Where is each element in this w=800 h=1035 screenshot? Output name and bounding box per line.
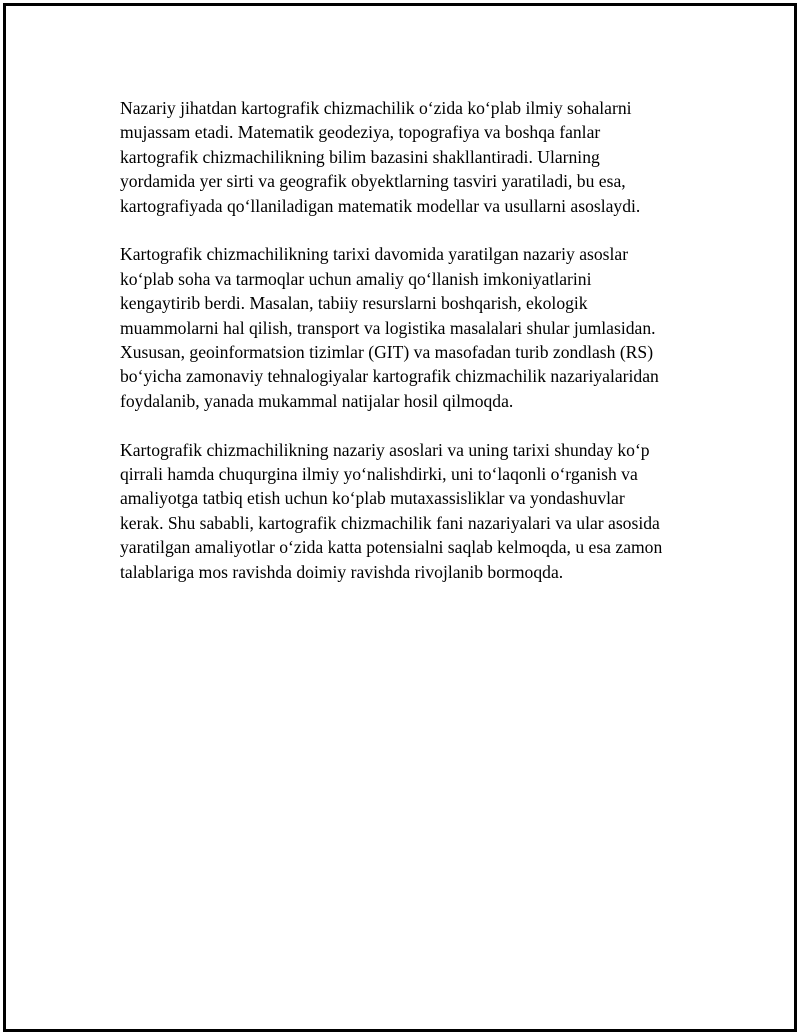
text-line: Kartografik chizmachilikning nazariy asoslari va uning tarixi shunday ko‘p [120,439,650,460]
text-line: kartografiyada qo‘llaniladigan matematik modellar va usullarni asoslaydi. [120,195,641,216]
text-line: muammolarni hal qilish, transport va logistika masalalari shular jumlasidan. [120,317,656,338]
text-line: foydalanib, yanada mukammal natijalar hosil qilmoqda. [120,390,514,411]
paragraph-3 [120,438,700,584]
document-page [3,3,797,1032]
text-line: talablariga mos ravishda doimiy ravishda rivojlanib bormoqda. [120,561,564,582]
text-line: mujassam etadi. Matematik geodeziya, topografiya va boshqa fanlar [120,122,601,143]
text-line: Xususan, geoinformatsion tizimlar (GIT) va masofadan turib zondlash (RS) [120,342,654,363]
text-line: Kartografik chizmachilikning tarixi davomida yaratilgan nazariy asoslar [120,244,629,265]
document-body [120,96,700,608]
text-line: yordamida yer sirti va geografik obyektlarning tasviri yaratiladi, bu esa, [120,171,626,192]
text-line: qirrali hamda chuqurgina ilmiy yo‘nalishdirki, uni to‘laqonli o‘rganish va [120,464,638,485]
text-line: kengaytirib berdi. Masalan, tabiiy resurslarni boshqarish, ekologik [120,293,588,314]
text-line: Nazariy jihatdan kartografik chizmachilik o‘zida ko‘plab ilmiy sohalarni [120,98,632,118]
text-line: ko‘plab soha va tarmoqlar uchun amaliy qo‘llanish imkoniyatlarini [120,268,592,289]
text-line: kartografik chizmachilikning bilim bazasini shakllantiradi. Ularning [120,146,600,167]
text-line: yaratilgan amaliyotlar o‘zida katta potensialni saqlab kelmoqda, u esa zamon [120,537,663,558]
paragraph-2 [120,242,700,413]
paragraph-1 [120,96,700,218]
text-line: bo‘yicha zamonaviy tehnalogiyalar kartografik chizmachilik nazariyalaridan [120,366,659,387]
text-line: kerak. Shu sababli, kartografik chizmachilik fani nazariyalari va ular asosida [120,512,660,533]
text-line: amaliyotga tatbiq etish uchun ko‘plab mutaxassisliklar va yondashuvlar [120,488,625,509]
